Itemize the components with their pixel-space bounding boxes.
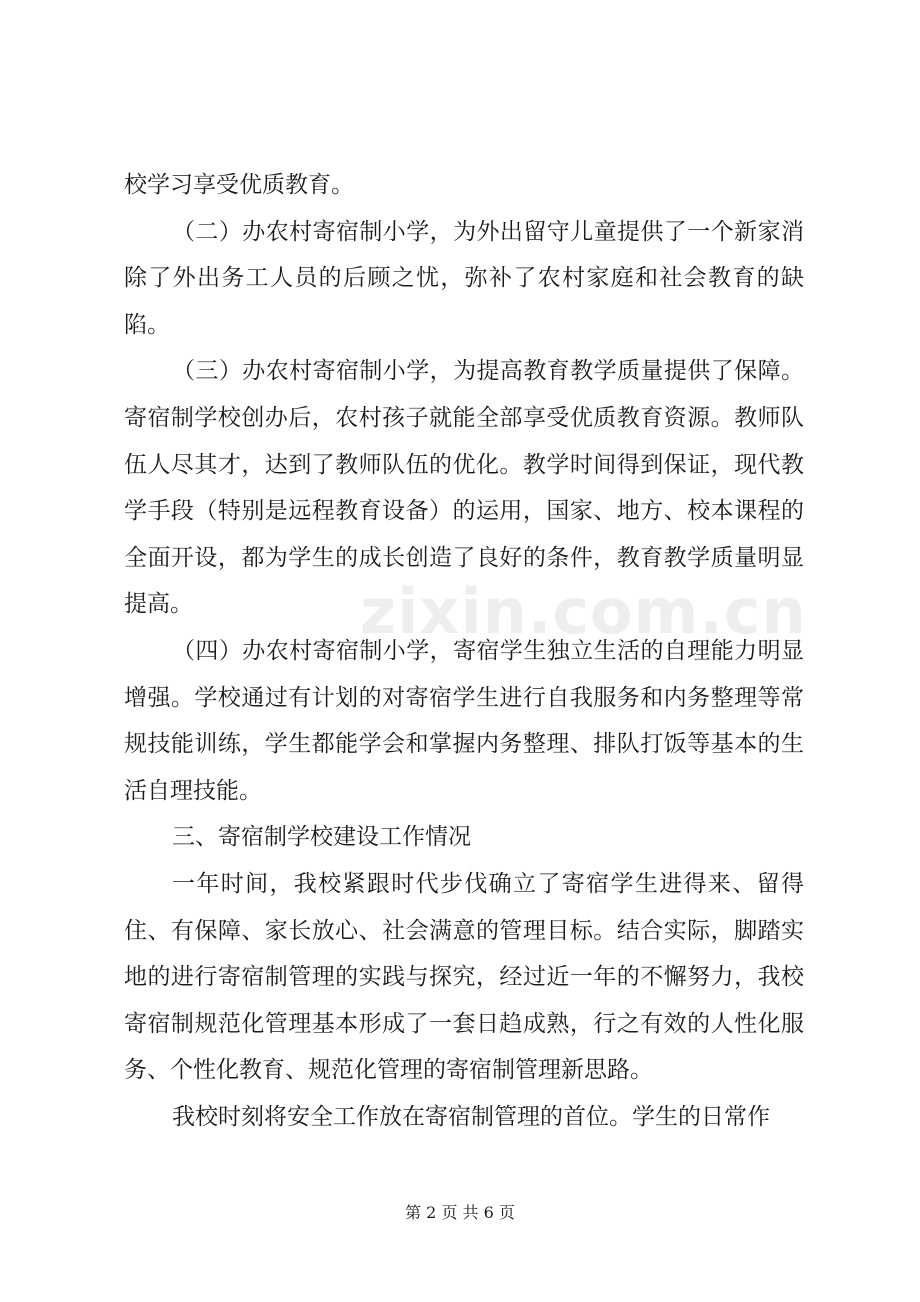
- body-text: [124, 162, 804, 1140]
- paragraph-section-4: （四）办农村寄宿制小学，寄宿学生独立生活的自理能力明显增强。学校通过有计划的对寄宿学生进行自我服务和内务整理等常规技能训练，学生都能学会和掌握内务整理、排队打饭等基本的生活自理技能。: [124, 637, 804, 804]
- paragraph-management-goals: 一年时间，我校紧跟时代步伐确立了寄宿学生进得来、留得住、有保障、家长放心、社会满意的管理目标。结合实际，脚踏实地的进行寄宿制管理的实践与探究，经过近一年的不懈努力，我校寄宿制规范化管理基本形成了一套日趋成熟，行之有效的人性化服务、个性化教育、规范化管理的寄宿制管理新思路。: [124, 870, 804, 1084]
- paragraph-safety: 我校时刻将安全工作放在寄宿制管理的首位。学生的日常作: [172, 1103, 770, 1130]
- paragraph-continuation: 校学习享受优质教育。: [124, 172, 354, 198]
- section-heading: 三、寄宿制学校建设工作情况: [172, 824, 471, 851]
- page-number-footer: 第 2 页 共 6 页: [405, 1203, 515, 1222]
- watermark: zixin.com.cn: [360, 575, 807, 648]
- paragraph-section-2: （二）办农村寄宿制小学，为外出留守儿童提供了一个新家消除了外出务工人员的后顾之忧，弥补了农村家庭和社会教育的缺陷。: [124, 218, 804, 338]
- paragraph-section-3: （三）办农村寄宿制小学，为提高教育教学质量提供了保障。寄宿制学校创办后，农村孩子就能全部享受优质教育资源。教师队伍人尽其才，达到了教师队伍的优化。教学时间得到保证，现代教学手段（特别是远程教育设备）的运用，国家、地方、校本课程的全面开设，都为学生的成长创造了良好的条件，教育教学质量明显提高。: [124, 358, 804, 618]
